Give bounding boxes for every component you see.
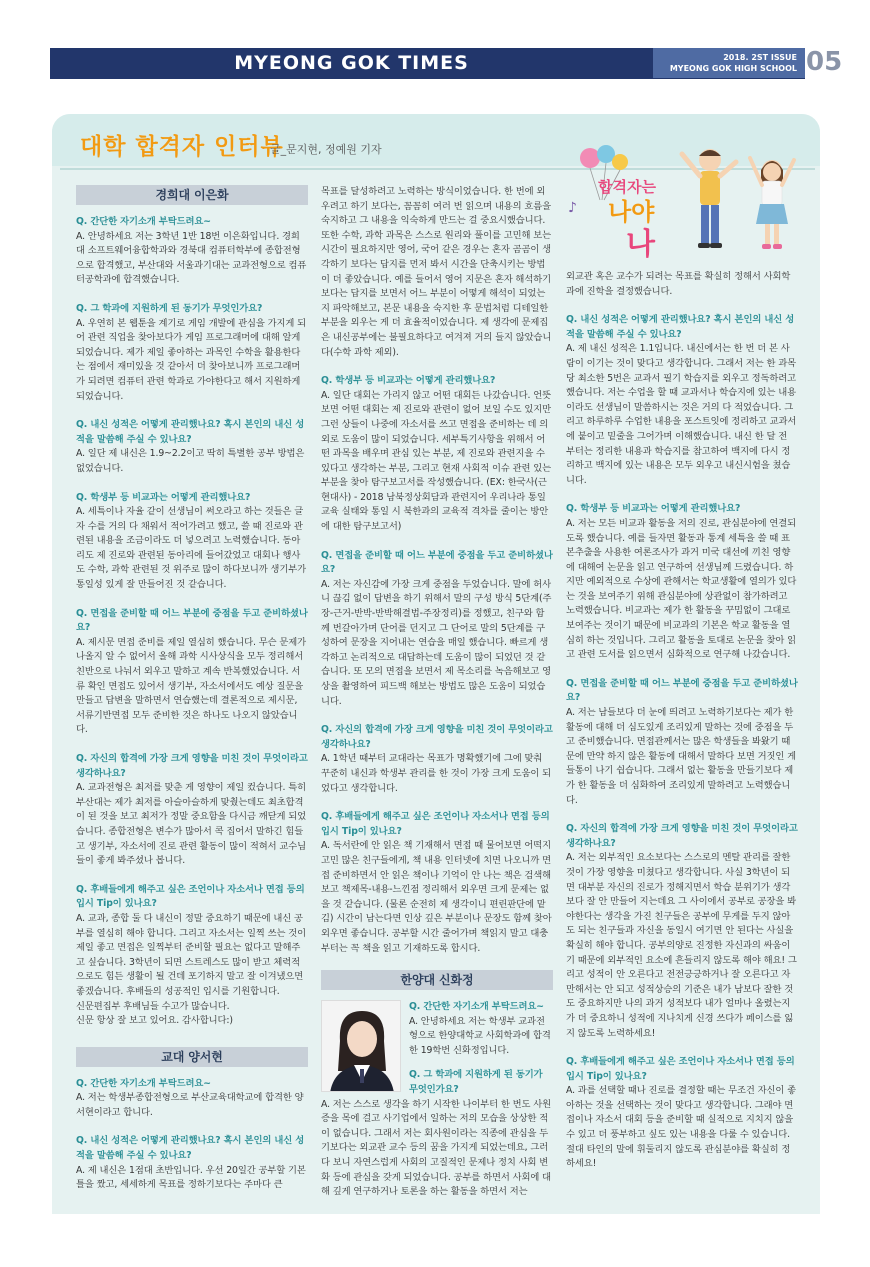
illustration-text-3: 나 [626, 227, 655, 262]
answer-text: A. 독서란에 안 읽은 책 기재해서 면접 때 물어보면 어떡지 고민 많은 친구들에게, 책 내용 인터넷에 치면 나오니까 면접 준비하면서 안 읽은 책이나 기억이 안 나는 책은 검색해보고 책제목-내용-느낀점 정리해서 외우면 크게 문제는 없을 것 같습니다. (물론 순전히 제 생각이니 편린판단에 맡김) 시간이 남는다면 인상 깊은 부분이나 문장도 함께 찾아 외우면 좋습니다. 공부할 시간 줄어가며 책읽지 말고 대충부터는 꼭 책을 읽고 기재하도록 합시다. [321, 840, 552, 954]
qa-block [76, 302, 308, 404]
question-text: Q. 자신의 합격에 가장 크게 영향을 미친 것이 무엇이라고 생각하나요? [566, 823, 798, 849]
newspaper-title: MYEONG GOK TIMES [50, 48, 653, 78]
answer-text: 목표를 달성하려고 노력하는 방식이었습니다. 한 번에 외우려고 하기 보다는, 꼼꼼히 여러 번 읽으며 내용의 흐름을 숙지하고 그 내용을 익숙하게 만드는 걸 중요시했습니다. 또한 수학, 과학 과목은 스스로 원리와 풀이를 고민해 보는 시간이 필요하지만 영어, 국어 같은 경우는 혼자 곰곰이 생각하기 보다는 답지를 먼저 봐서 시간을 단축시키는 방법이 더 좋았습니다. 예를 들어서 영어 지문은 혼자 해석하기 보다는 답지를 보면서 어느 부분이 어떻게 해석이 되었는지 파악해보고, 본문 내용을 숙지한 후 문법처럼 디테일한 부분을 외우는 게 더 효율적이었습니다. 제 생각에 문제집은 내신공부에는 불필요하다고 여겨져 거의 들지 않았습니다(수학 과학 제외). [321, 186, 552, 358]
balloon-icon [612, 154, 628, 170]
feature-byline: 글_문지현, 정예원 기자 [270, 143, 382, 156]
question-text: Q. 면접을 준비할 때 어느 부분에 중점을 두고 준비하셨나요? [566, 677, 798, 704]
question-text: Q. 간단한 자기소개 부탁드려요~ [76, 1077, 211, 1089]
section-title-khu: 경희대 이은화 [76, 185, 308, 205]
column-3 [566, 270, 798, 1186]
question-text: Q. 간단한 자기소개 부탁드려요~ [76, 216, 211, 227]
page-number: 05 [806, 47, 843, 77]
answer-text: A. 과를 선택할 때나 진로를 결정할 때는 무조건 자신이 좋아하는 것을 선택하는 것이 맞다고 생각합니다. 그래야 면접이나 자소서 대회 등을 준비할 때 실적으로 지치지 않을 수 있고 더 풍부하고 싶도 있는 내용을 다룰 수 있습니다. 절대 타인의 말에 휘둘리지 않도록 관심분야를 확실히 정하세요! [566, 1085, 797, 1170]
issue-info [653, 48, 805, 78]
question-text: Q. 학생부 등 비교과는 어떻게 관리했나요? [321, 375, 496, 387]
qa-block [321, 1098, 553, 1200]
answer-continued [566, 270, 798, 299]
answer-text: 외교관 혹은 교수가 되려는 목표를 확실히 정해서 사회학과에 진학을 결정했습니다. [566, 271, 791, 297]
qa-block [321, 549, 553, 710]
qa-block [76, 418, 308, 476]
answer-text: A. 교과, 종합 둘 다 내신이 정말 중요하기 때문에 내신 공부를 열심히 해야 합니다. 그리고 자소서는 일찍 쓰는 것이 제일 좋고 면접은 일찍부터 준비할 필요는 없다고 말해주고 싶습니다. 3학년이 되면 스트레스도 많이 받고 체력적으로도 힘든 생활이 될 건데 포기하지 말고 잘 이겨냈으면 좋겠습니다. 후배들의 성공적인 입시를 기원합니다. [76, 912, 306, 997]
question-text: Q. 간단한 자기소개 부탁드려요~ [409, 1001, 544, 1013]
answer-text: A. 세특이나 자율 같이 선생님이 써오라고 하는 것들은 글자 수를 거의 다 채워서 적어가려고 했고, 쓸 때 진로와 관련된 내용을 조금이라도 더 넣으려고 노력했습니다. 동아리도 제 진로와 관련된 동아리에 들어갔었고 대회나 행사도 수학, 과학 관련된 것 위주로 많이 하다보니까 생기부가 통일성 있게 잘 만들어진 것 같습니다. [76, 506, 306, 591]
column-2 [321, 185, 553, 1214]
column-1 [76, 185, 308, 1207]
qa-block [566, 1055, 798, 1172]
boy-figure-icon [682, 149, 736, 248]
qa-block [76, 215, 308, 288]
qa-block [321, 723, 553, 796]
answer-text: A. 일단 제 내신은 1.9~2.2이고 딱히 특별한 공부 방법은 없었습니다. [76, 448, 305, 474]
question-text: Q. 면접을 준비할 때 어느 부분에 중점을 두고 준비하셨나요? [321, 549, 553, 576]
answer-text: 신문 항상 잘 보고 있어요. 감사합니다:) [76, 1015, 233, 1027]
masthead-rule [50, 78, 805, 79]
qa-block [76, 1077, 308, 1121]
qa-block [321, 374, 553, 535]
question-text: Q. 내신 성적은 어떻게 관리했나요? 혹시 본인의 내신 성적을 말씀해 주실 수 있나요? [566, 314, 795, 340]
student-photo [321, 1000, 401, 1092]
question-text: Q. 자신의 합격에 가장 크게 영향을 미친 것이 무엇이라고 생각하나요? [321, 724, 553, 750]
answer-text: A. 저는 스스로 생각을 하기 시작한 나이부터 한 번도 사원증을 목에 걸고 사기업에서 일하는 저의 모습을 상상한 적이 없습니다. 그래서 저는 회사원이라는 직종에 관심을 두기보다는 외교관 교수 등의 꿈을 가지게 되었는데요, 그러다 보니 자연스럽게 사회의 고질적인 문제나 정치 사회 변화 등에 관심을 갖게 되었습니다. 공부를 하면서 사회에 대해 깊게 연구하거나 토론을 하는 활동을 하면서 저는 [321, 1098, 552, 1198]
question-text: Q. 내신 성적은 어떻게 관리했나요? 혹시 본인의 내신 성적을 말씀해 주실 수 있나요? [76, 1135, 305, 1162]
question-text: Q. 그 학과에 지원하게 된 동기가 무엇인가요? [76, 302, 263, 314]
answer-text: A. 안녕하세요 저는 학생부 교과전형으로 한양대학교 사회학과에 합격한 19학번 신화정입니다. [409, 1015, 551, 1056]
section-title-bnue: 교대 양서현 [76, 1047, 308, 1067]
answer-text: A. 1학년 때부터 교대라는 목표가 명확했기에 그에 맞춰 꾸준히 내신과 학생부 관리를 한 것이 가장 크게 도움이 되었다고 생각합니다. [321, 753, 551, 794]
masthead [50, 48, 805, 78]
qa-block [76, 491, 308, 593]
qa-block [566, 822, 798, 1041]
balloon-icon [580, 148, 600, 168]
illustration-text-2: 나야 [608, 198, 655, 226]
question-text: Q. 내신 성적은 어떻게 관리했나요? 혹시 본인의 내신 성적을 말씀해 주실 수 있나요? [76, 419, 305, 445]
girl-figure-icon [750, 158, 794, 249]
question-text: Q. 자신의 합격에 가장 크게 영향을 미친 것이 무엇이라고 생각하나요? [76, 753, 308, 779]
qa-block [76, 607, 308, 738]
issue-label: 2018. 2ST ISSUE [723, 53, 797, 62]
qa-block [76, 752, 308, 869]
question-text: Q. 후배들에게 해주고 싶은 조언이나 자소서나 면접 등의 입시 Tip이 있나요? [321, 811, 550, 837]
profile-intro [409, 1000, 553, 1098]
question-text: Q. 면접을 준비할 때 어느 부분에 중점을 두고 준비하셨나요? [76, 607, 308, 634]
answer-continued [321, 185, 553, 360]
question-text: Q. 학생부 등 비교과는 어떻게 관리했나요? [76, 491, 251, 503]
answer-text: 신문편집부 후배님들 수고가 많습니다. [76, 1000, 230, 1012]
qa-block [566, 502, 798, 663]
illustration-text-1: 합격자는 [598, 178, 656, 196]
answer-text: A. 저는 모든 비교과 활동을 저의 진로, 관심분야에 연결되도록 했습니다. 예를 들자면 활동과 통계 세특을 쓸 때 표본추출을 사용한 여론조사가 과거 미국 대선에 끼친 영향에 대해여 논문을 읽고 연구하여 선생님께 드렸습니다. 하지만 예외적으로 수상에 관해서는 학교생활에 열의가 있다는 것을 보여주기 위해 관심분야에 상관없이 참가하려고 노력했습니다. 비교과는 제가 한 활동을 꾸밈없이 그대로 보여주는 것이기 때문에 비교과의 기본은 학교 활동을 열심히 하는 것입니다. 그리고 활동을 토대로 논문을 찾아 읽고 관련 도서를 읽으면서 심화적으로 연구해 나갔습니다. [566, 517, 797, 661]
qa-block [566, 677, 798, 808]
music-note-icon: ♪ [568, 200, 577, 216]
answer-text: A. 안녕하세요 저는 3학년 1반 18번 이은화입니다. 경희대 소프트웨어융합학과와 경북대 컴퓨터학부에 종합전형으로 합격했고, 부산대와 서울과기대는 교과전형으로 컴퓨터공학과에 합격했습니다. [76, 230, 307, 286]
answer-text: A. 제 내신은 1점대 초반입니다. 우선 20일간 공부할 기본 틀을 짰고, 세세하게 목표를 정하기보다는 주마다 큰 [76, 1164, 306, 1191]
qa-block [321, 810, 553, 956]
question-text: Q. 후배들에게 해주고 싶은 조언이나 자소서나 면접 등의 입시 Tip이 있나요? [566, 1056, 795, 1082]
qa-block [566, 313, 798, 488]
answer-text: A. 저는 학생부종합전형으로 부산교육대학교에 합격한 양서현이라고 합니다. [76, 1092, 304, 1118]
answer-text: A. 교과전형은 최저를 맞춘 게 영향이 제일 컸습니다. 특히 부산대는 제가 최저를 아슬아슬하게 맞췄는데도 최초합격이 된 것을 보고 최저가 정말 중요함을 다시금 깨닫게 되었습니다. 종합전형은 변수가 많아서 콕 집어서 말하긴 힘들고 생기부, 자소서에 진로 관련 활동이 많이 적혀서 교수님들이 좋게 봐주셨나 봅니다. [76, 782, 307, 867]
answer-text: A. 일단 대회는 가리지 않고 어떤 대회든 나갔습니다. 언뜻 보면 어떤 대회는 제 진로와 관련이 없어 보일 수도 있지만 그런 상들이 나중에 자소서를 쓰고 면접을 준비하는 데 의외로 도움이 많이 되었습니다. 세부특기사항을 위해서 어떤 과목을 배우며 관심 있는 부분, 제 진로와 관련지을 수 있다고 생각하는 부분, 그리고 현재 사회적 이슈 관련 있는 부분을 찾아 탐구보고서를 작성했습니다. (EX: 한국사(근현대사) - 2018 남북정상회담과 관련지어 우리나라 통일 교육 실태와 통일 시 북한과의 교육적 격차를 줄이는 방안에 대한 탐구보고서) [321, 389, 552, 533]
qa-block [76, 1134, 308, 1192]
qa-block [76, 883, 308, 1029]
question-text: Q. 그 학과에 지원하게 된 동기가 무엇인가요? [409, 1069, 543, 1096]
answer-text: A. 저는 외부적인 요소보다는 스스로의 멘탈 관리를 잘한 것이 가장 영향을 미쳤다고 생각합니다. 사실 3학년이 되면 대부분 자신의 진로가 정해지면서 학습 분위기가 생각보다 잘 안 만들어 지는데요 그 사이에서 공부로 공장을 봐야한다는 생각을 가진 친구들은 공부에 무게를 두지 않아도 되는 친구들과 자신을 동일시 여기면 안 된다는 사실을 확실히 해야 합니다. 공부의양로 진정한 자신과의 싸움이기 때문에 외부적인 요소에 흔들리지 않도록 해야 해요! 그리고 성적이 안 오른다고 전전긍긍하거나 잘 오른다고 자만해서는 안 되고 성적상승의 기준은 내가 남보다 잘한 것도 중요하지만 나의 과거 성적보다 내가 얼마나 올렸는지가 더 중요하니 성적에 지나치게 신경 쓰다가 페이스를 잃지 않도록 노력하세요! [566, 852, 797, 1039]
celebration-illustration [560, 140, 810, 265]
answer-text: A. 저는 남들보다 더 눈에 띄려고 노력하기보다는 제가 한 활동에 대해 더 심도있게 조리있게 말하는 것에 중점을 두고 준비했습니다. 면접관께서는 많은 학생들을 봐왔기 때문에 만약 하지 않은 활동에 대해서 말하다 보면 거짓인 게 들통이 나기 쉽습니다. 그래서 없는 활동을 만들기보다 제가 한 활동을 더 심화하여 조리있게 말하려고 노력했습니다. [566, 707, 796, 806]
answer-text: A. 우연히 본 웹툰을 계기로 게임 개발에 관심을 가지게 되어 관련 직업을 찾아보다가 게임 프로그래머에 대해 알게 되었습니다. 제가 제일 좋아하는 과목인 수학을 활용한다는 점에서 재미있을 것 같아서 더 찾아보니까 프로그래머가 되려면 컴퓨터 관련 학과로 가야한다고 해서 지원하게 되었습니다. [76, 317, 307, 402]
profile-block [321, 1000, 553, 1098]
feature-title: 대학 합격자 인터뷰 [80, 134, 284, 160]
question-text: Q. 후배들에게 해주고 싶은 조언이나 자소서나 면접 등의 입시 Tip이 있나요? [76, 883, 305, 910]
answer-text: A. 저는 자신감에 가장 크게 중점을 두었습니다. 말에 허사니 끊김 없이 답변을 하기 위해서 말의 구성 방식 5단계(주장-근거-반박-반박해결법-주장정리)를 정했고, 친구와 함께 번갈아가며 단어를 던지고 그 단어로 말의 5단계를 구성하여 문장을 지어내는 연습을 매일 했습니다. 빠르게 생각하고 논리적으로 대답하는데 도움이 많이 되었던 것 같습니다. 또 모의 면접을 보면서 제 목소리를 녹음해보고 영상을 촬영하여 피드백 해보는 방법도 많은 도움이 되었습니다. [321, 578, 552, 707]
answer-text: A. 제 내신 성적은 1.1입니다. 내신에서는 한 번 더 본 사람이 이기는 것이 맞다고 생각합니다. 그래서 저는 한 과목당 최소한 5번은 교과서 필기 학습지를 외우고 정독하려고 했습니다. 저는 수업을 할 때 교과서나 학습지에 있는 내용이라도 선생님이 말씀하시는 것은 거의 다 적었습니다. 그리고 하루하루 수업한 내용을 포스트잇에 정리하고 교과서에 붙이고 밑줄을 그어가며 이해했습니다. 내신 한 달 전 부터는 정리한 내용과 학습지를 참고하여 백지에 다시 정리하고 백지에 있는 내용은 모두 외우고 내신시험을 쳤습니다. [566, 343, 797, 486]
school-label: MYEONG GOK HIGH SCHOOL [669, 64, 797, 73]
question-text: Q. 학생부 등 비교과는 어떻게 관리했나요? [566, 503, 741, 515]
section-title-hanyang: 한양대 신화정 [321, 970, 553, 990]
student-portrait-icon [322, 1001, 401, 1092]
answer-text: A. 제시문 면접 준비를 제일 열심히 했습니다. 무슨 문제가 나올지 알 수 없어서 올해 과학 시사상식을 모두 정리해서 친반으로 나눠서 외우고 말하고 계속 반복했었습니다. 서류 확인 면접도 있어서 생기부, 자소서에서도 예상 질문을 만들고 답변을 말하면서 연습했는데 결론적으로 제시문, 서류기반면접 모두 준비한 것은 하나도 나오지 않았습니다. [76, 636, 307, 736]
